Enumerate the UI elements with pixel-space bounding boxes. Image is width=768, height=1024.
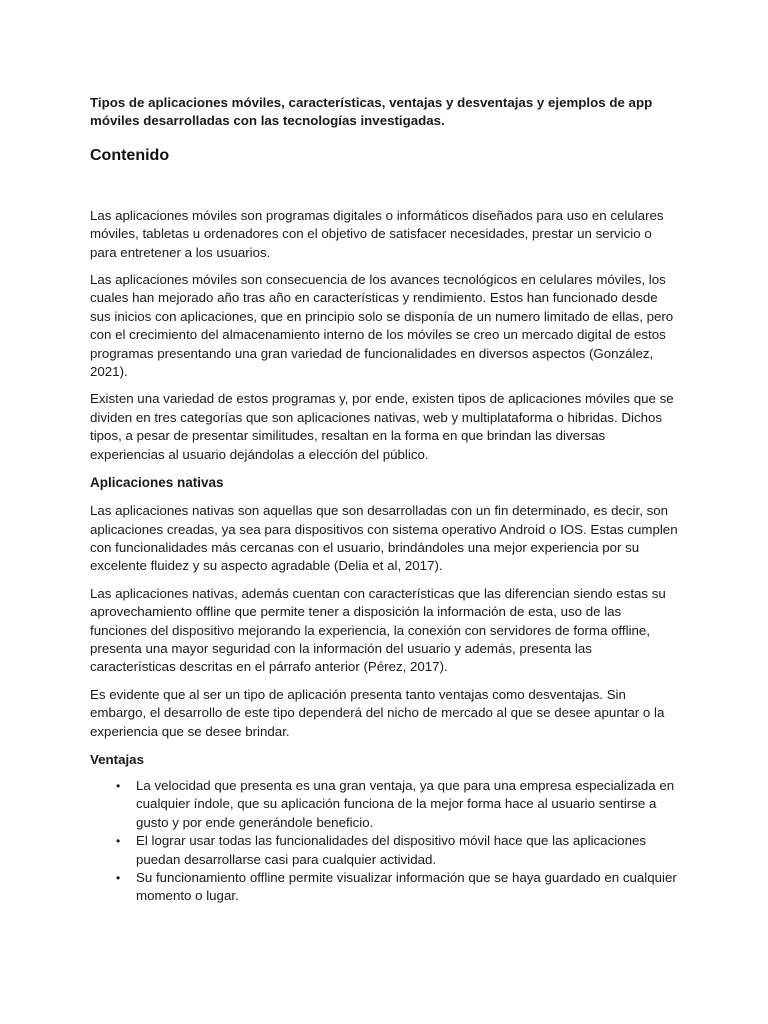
intro-paragraph-1: Las aplicaciones móviles son programas digitales o informáticos diseñados para uso en celulares móviles, tabletas u ordenadores con el objetivo de satisfacer necesidades, prestar un servicio o para entretener a los usuarios.: [90, 207, 664, 260]
bullet-icon: •: [116, 834, 121, 849]
advantages-heading: Ventajas: [90, 751, 144, 767]
intro-paragraph-3: Existen una variedad de estos programas y, por ende, existen tipos de aplicaciones móviles que se dividen en tres categorías que son aplicaciones nativas, web y multiplataforma o hibridas. Dichos tipos, a pesar de presentar similitudes, resaltan en la forma en que brindan las diversas experiencias al usuario dejándolas a elección del público.: [90, 391, 674, 462]
document-title: Tipos de aplicaciones móviles, características, ventajas y desventajas y ejemplos de app móviles desarrolladas con las tecnologías investigadas.: [90, 95, 653, 129]
list-item: [116, 832, 680, 869]
contents-heading: Contenido: [90, 146, 170, 164]
intro-paragraph-2: Las aplicaciones móviles son consecuencia de los avances tecnológicos en celulares móviles, los cuales han mejorado año tras año en características y rendimiento. Estos han funcionado desde sus inicios con aplicaciones, que en principio solo se disponía de un numero limitado de ellas, pero con el crecimiento del almacenamiento interno de los móviles se creo un mercado digital de estos programas presentando una gran variedad de funcionalidades en diversos aspectos (González, 2021).: [90, 272, 674, 380]
section-heading-native-apps: Aplicaciones nativas: [90, 475, 224, 491]
list-item-text: Su funcionamiento offline permite visualizar información que se haya guardado en cualquier momento o lugar.: [136, 870, 677, 904]
advantages-list: [90, 777, 680, 906]
bullet-icon: •: [116, 778, 121, 793]
list-item: [116, 869, 680, 906]
native-paragraph-1: Las aplicaciones nativas son aquellas que son desarrolladas con un fin determinado, es decir, son aplicaciones creadas, ya sea para dispositivos con sistema operativo Android o IOS. Estas cumplen con funcionalidades más cercanas con el usuario, brindándoles una mejor experiencia por su excelente fluidez y su aspecto agradable (Delia et al, 2017).: [90, 503, 678, 574]
list-item: [116, 777, 680, 832]
list-item-text: La velocidad que presenta es una gran ventaja, ya que para una empresa especializada en cualquier índole, que su aplicación funciona de la mejor forma hace al usuario sentirse a gusto y por ende generándole beneficio.: [136, 777, 675, 830]
native-paragraph-3: Es evidente que al ser un tipo de aplicación presenta tanto ventajas como desventajas. Sin embargo, el desarrollo de este tipo dependerá del nicho de mercado al que se desee apuntar o la experiencia que se desee brindar.: [90, 686, 665, 739]
list-item-text: El lograr usar todas las funcionalidades del dispositivo móvil hace que las aplicaciones puedan desarrollarse casi para cualquier actividad.: [136, 833, 647, 867]
native-paragraph-2: Las aplicaciones nativas, además cuentan con características que las diferencian siendo estas su aprovechamiento offline que permite tener a disposición la información de esta, uso de las funciones del dispositivo mejorando la experiencia, la conexión con servidores de forma offline, presenta una mayor seguridad con la información del usuario y además, presenta las características descritas en el párrafo anterior (Pérez, 2017).: [90, 585, 666, 675]
bullet-icon: •: [116, 871, 121, 885]
